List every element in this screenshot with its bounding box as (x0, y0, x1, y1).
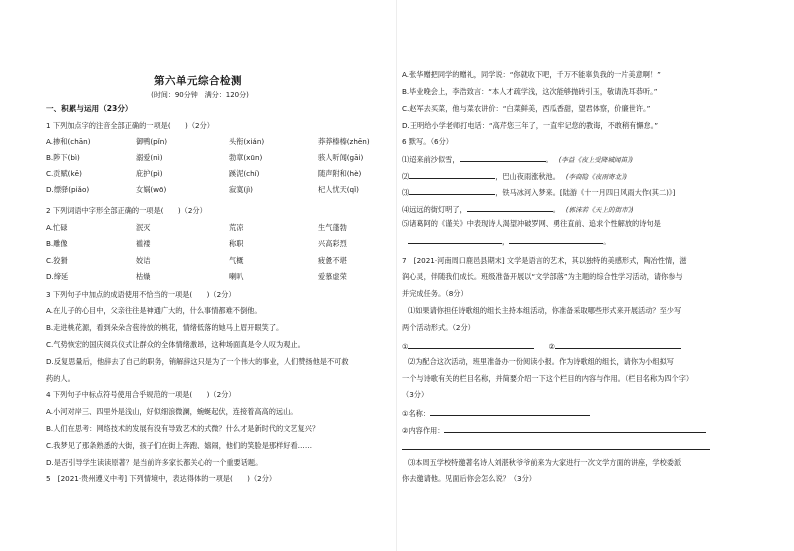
option: 女娲(wō) (136, 185, 167, 194)
question-7-part-1-answers (402, 340, 681, 352)
option: 气概 (229, 256, 244, 265)
option: A.忙碌 (46, 223, 68, 232)
option: 勃章(xūn) (229, 153, 263, 162)
option: A.掺和(chān) (46, 137, 91, 146)
question-4-option-d: D.是否引导学生读读原著？是当前许多家长都关心的一个重要话题。 (46, 458, 263, 467)
option: 生气蓬勃 (318, 223, 347, 232)
option: 溺爱(nì) (136, 153, 163, 162)
poem-line: ⑷远远的街灯明了， (402, 205, 467, 214)
question-6-line-6 (402, 235, 610, 247)
poem-punct: 。 (603, 237, 611, 246)
poem-source: (李商隐《夜雨寄北》) (565, 173, 628, 181)
option: C.狡猾 (46, 256, 68, 265)
question-7-part-2-score: （3分） (402, 390, 429, 399)
question-5-option-b: B.毕业晚会上，李浩致言：“本人才疏学浅，这次能够抛砖引玉，敬请洗耳恭听。” (402, 87, 658, 96)
question-7-name-line (402, 407, 590, 419)
option: 庇护(pì) (136, 169, 163, 178)
question-7-content-line-2 (402, 441, 710, 453)
option: 随声附和(hè) (318, 169, 362, 178)
question-3-option-d: D.反复思量后，他辞去了自己的职务，销解辞这只是为了一个伟大的事业，人们赞扬他是不可救 (46, 357, 349, 366)
question-3-option-d-cont: 药的人。 (46, 374, 75, 383)
poem-punct: 。 (545, 155, 553, 164)
poem-line: ，铁马冰河入梦来。[陆游《十一月四日风雨大作(其二)》] (495, 188, 676, 197)
option: 骇人听闻(gāi) (318, 153, 364, 162)
answer-blank[interactable] (555, 340, 681, 349)
question-6-line-4 (402, 203, 634, 215)
question-7-part-1-cont: 两个活动形式。（2分） (402, 323, 475, 332)
option: D.缥驿(piǎo) (46, 185, 90, 194)
answer-blank[interactable] (509, 235, 603, 244)
question-3-option-c: C.气势恢宏的国庆阅兵仪式让群众的全体情绪激昂，这种场面真是令人叹为观止。 (46, 340, 305, 349)
option: 莽莽榛榛(zhēn) (318, 137, 370, 146)
answer-label: ② (548, 342, 555, 351)
question-3-option-a: A.在儿子的心目中，父亲往往是神通广大的，什么事情都难不倒他。 (46, 306, 262, 315)
poem-line: ⑶ (402, 188, 410, 197)
answer-blank[interactable] (408, 340, 534, 349)
question-6-line-1 (402, 153, 633, 165)
option: 蹊泥(chí) (229, 169, 260, 178)
poem-punct: 。 (552, 205, 560, 214)
option: 姣诘 (136, 256, 151, 265)
option: 兴高彩烈 (318, 239, 347, 248)
question-5-stem: 5 [2021·贵州遵义中考] 下列情境中，表达得体的一项是( )（2分） (46, 474, 277, 483)
answer-label: ②内容作用： (402, 426, 445, 435)
option: 荒凉 (229, 223, 244, 232)
poem-line: ，巴山夜雨涨秋池。 (495, 172, 560, 181)
answer-blank[interactable] (467, 203, 553, 212)
option: B.陟下(bì) (46, 153, 80, 162)
answer-blank[interactable] (402, 441, 710, 450)
answer-blank[interactable] (409, 186, 495, 195)
answer-blank[interactable] (430, 407, 590, 416)
question-3-stem: 3 下列句子中加点的成语使用不恰当的一项是( )（2分） (46, 290, 236, 299)
answer-blank[interactable] (460, 153, 546, 162)
option: 杞人忧天(qǐ) (318, 185, 359, 194)
answer-label: ①名称： (402, 409, 431, 418)
question-1-stem: 1 下列加点字的注音全部正确的一项是( )（2分） (46, 121, 214, 130)
option: 御鸭(pǐn) (136, 137, 168, 146)
option: D.缔延 (46, 272, 69, 281)
question-5-option-d: D.王明给小学老师打电话：“高芹您三年了，一直牢记您的教诲，不敢稍有懈怠。” (402, 121, 659, 130)
answer-blank[interactable] (444, 424, 706, 433)
option: B.雕像 (46, 239, 68, 248)
poem-punct: ， (502, 237, 510, 246)
question-4-option-a: A.小河对岸三、四里外是浅山，好似细浪微澜，蜿蜒起伏，连接着高高的远山。 (46, 407, 298, 416)
question-7-part-2-cont: 一个与诗歌有关的栏目名称，并简要介绍一下这个栏目的内容与作用。（栏目名称为四个字） (402, 374, 694, 383)
section-heading: 一、积累与运用（23分） (46, 104, 133, 113)
question-3-option-b: B.走进桃花源，看到朵朵含苞待放的桃花，情绪低落的她马上眉开眼笑了。 (46, 323, 284, 332)
question-7-content-line (402, 424, 706, 436)
answer-blank[interactable] (409, 170, 495, 179)
option: 爱慕虚荣 (318, 272, 347, 281)
option: 疲惫不堪 (318, 256, 347, 265)
question-7-part-1: ⑴如果请你担任诗歌组的组长主持本组活动，你准备采取哪些形式来开展活动？至少写 (408, 306, 682, 315)
question-6-stem: 6 默写。（6分） (402, 137, 453, 146)
option: 头衔(xián) (229, 137, 265, 146)
option: 称职 (229, 239, 244, 248)
poem-source: (郭沫若《天上的街市》) (565, 206, 634, 214)
question-5-option-c: C.赵军去买菜，他与菜农讲价：“白菜鲜美，西瓜香甜，望君体察，价廉世许。” (402, 104, 651, 113)
answer-blank[interactable] (408, 235, 502, 244)
question-6-line-2 (402, 170, 627, 182)
option: C.贡赋(kē) (46, 169, 82, 178)
option: 枯燥 (136, 272, 151, 281)
question-7-part-3-cont: 你去邀请他。见面后你会怎么说？（3分） (402, 474, 536, 483)
question-7-stem: 7 [2021·河南周口鹿邑县期末] 文学是语言的艺术，其以独特的美感形式，陶冶性情，滋 (402, 256, 687, 265)
poem-line: ⑴迢来前沙似雪， (402, 155, 460, 164)
option: 泯灭 (136, 223, 151, 232)
poem-source: (李益《夜上受降城闻笛》) (558, 156, 634, 164)
question-7-part-2: ⑵为配合这次活动，班里准备办一份阅读小报。作为诗歌组的组长，请你为小组拟写 (408, 357, 674, 366)
option: 喇叭 (229, 272, 244, 281)
question-4-stem: 4 下列句子中标点符号使用合乎规范的一项是( )（2分） (46, 390, 236, 399)
page-subtitle: (时间：90分钟 满分：120分) (151, 91, 249, 99)
option: 寂寞(jì) (229, 185, 253, 194)
question-4-option-b: B.人们在思考：网络技术的发展有没有导致艺术的式微？什么才是新时代的文艺复兴？ (46, 424, 320, 433)
question-7-part-3: ⑶本周五学校特邀著名诗人刘湛秋爷爷前来为大家进行一次文学方面的讲座，学校委派 (408, 458, 682, 467)
question-6-line-5: ⑸诸葛阿的《谨关》中表现诗人渴望冲破罗网、勇往直前、追求个性解放的诗句是 (402, 219, 661, 228)
question-6-line-3 (402, 186, 675, 198)
question-4-option-c: C.我梦见了那条熟悉的大街，孩子们在街上奔跑、嬉闹，他们的笑脸是那样好看…… (46, 441, 313, 450)
page-title: 第六单元综合检测 (154, 75, 242, 87)
answer-label: ① (402, 342, 409, 351)
question-7-stem-cont: 润心灵，伴随我们成长。班级准备开展以“文学部落”为主题的综合性学习活动，请你参与 (402, 272, 683, 281)
page-fold (396, 0, 397, 551)
question-7-stem-cont: 并完成任务。（8分） (402, 289, 468, 298)
option: 褴褛 (136, 239, 151, 248)
question-5-option-a: A.张华赠把同学的赠礼，同学说：“你就收下吧，千万不能辜负我的一片美意啊！” (402, 70, 661, 79)
question-2-stem: 2 下列词语中字形全部正确的一项是( )（2分） (46, 206, 207, 215)
poem-line: ⑵ (402, 172, 410, 181)
